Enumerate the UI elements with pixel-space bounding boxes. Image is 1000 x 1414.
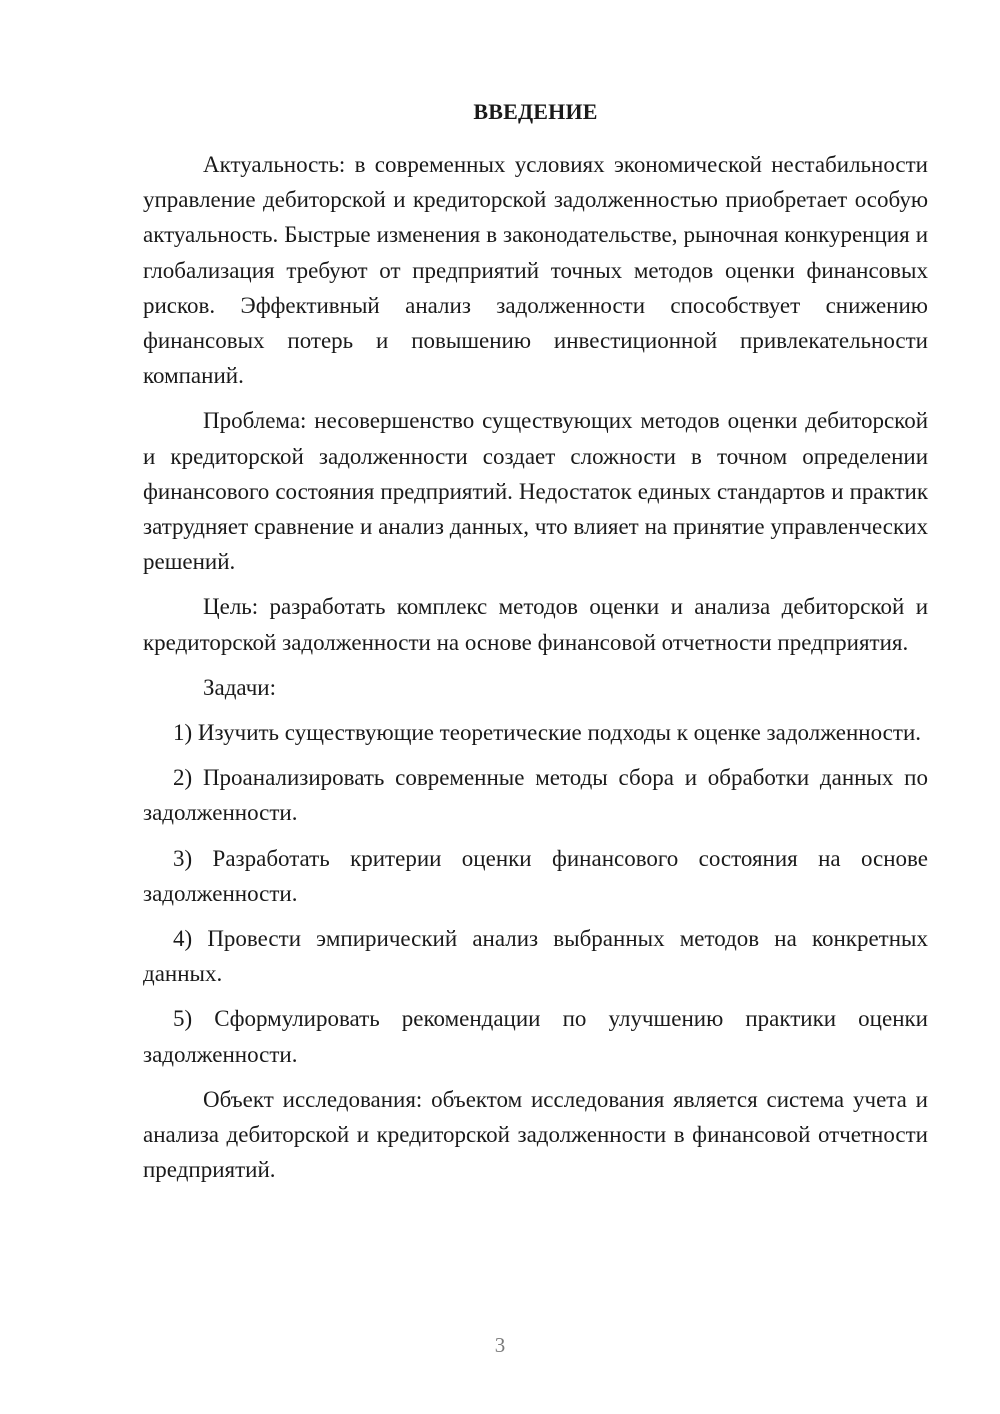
paragraph-relevance: Актуальность: в современных условиях экономической нестабильности управление дебиторской и кредиторской задолженностью приобретает особую актуальность. Быстрые изменения в законодательстве, рыночная конкуренция и глобализация требуют от предприятий точных методов оценки финансовых рисков. Эффективный анализ задолженности способствует снижению финансовых потерь и повышению инвестиционной привлекательности компаний. [143,152,928,389]
task-item-1: 1) Изучить существующие теоретические подходы к оценке задолженности. [173,720,922,746]
task-item-4: 4) Провести эмпирический анализ выбранных методов на конкретных данных. [143,926,928,987]
tasks-heading: Задачи: [203,674,276,700]
task-item-5: 5) Сформулировать рекомендации по улучшению практики оценки задолженности. [143,1006,928,1067]
task-item-2: 2) Проанализировать современные методы сбора и обработки данных по задолженности. [143,765,928,826]
page-number: 3 [494,1333,506,1357]
paragraph-goal: Цель: разработать комплекс методов оценки и анализа дебиторской и кредиторской задолженности на основе финансовой отчетности предприятия. [143,594,928,655]
paragraph-object: Объект исследования: объектом исследования является система учета и анализа дебиторской и кредиторской задолженности в финансовой отчетности предприятий. [143,1086,928,1183]
paragraph-problem: Проблема: несовершенство существующих методов оценки дебиторской и кредиторской задолженности создает сложности в точном определении финансового состояния предприятий. Недостаток единых стандартов и практик затрудняет сравнение и анализ данных, что влияет на принятие управленческих решений. [143,408,928,575]
section-title: ВВЕДЕНИЕ [473,99,598,124]
task-item-3: 3) Разработать критерии оценки финансового состояния на основе задолженности. [143,845,928,906]
page-content [143,94,928,1197]
